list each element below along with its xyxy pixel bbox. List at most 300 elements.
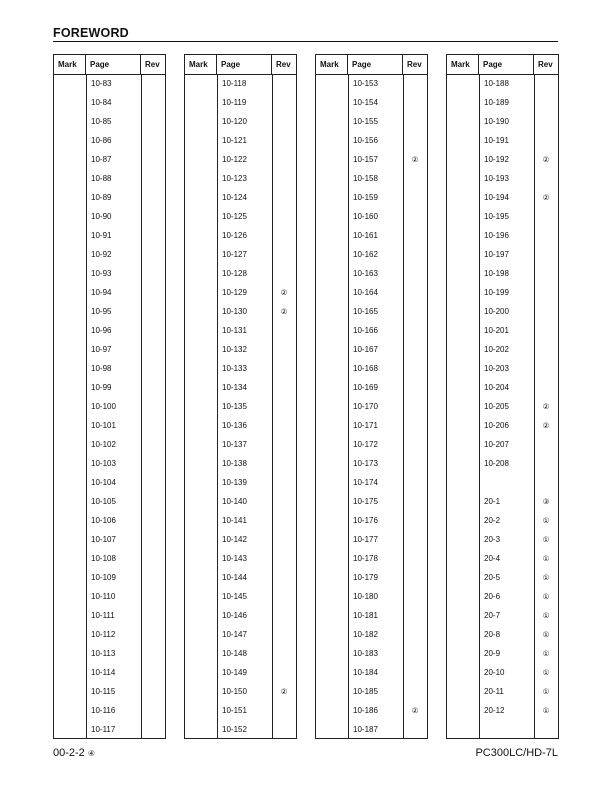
page-cell: 10-170: [353, 402, 378, 411]
table-row: [316, 397, 427, 416]
table-row: [447, 321, 558, 340]
table-row: [447, 131, 558, 150]
table-row: [185, 587, 296, 606]
rev-cell: ②: [280, 687, 288, 696]
page-cell: 10-137: [222, 440, 247, 449]
page-cell: 10-177: [353, 535, 378, 544]
page-cell: 10-122: [222, 155, 247, 164]
page-cell: 10-124: [222, 193, 247, 202]
rev-cell: ②: [411, 155, 419, 164]
table-row: [316, 720, 427, 739]
footer-page-number: 00-2-2: [53, 747, 85, 759]
page-cell: 10-193: [484, 174, 509, 183]
table-row: [447, 435, 558, 454]
table-row: [54, 587, 165, 606]
page-cell: 10-173: [353, 459, 378, 468]
page-cell: 10-127: [222, 250, 247, 259]
page-cell: 10-147: [222, 630, 247, 639]
page-cell: 20-10: [484, 668, 505, 677]
page-cell: 10-83: [91, 79, 112, 88]
rev-cell: ①: [542, 592, 550, 601]
column-divider: [272, 74, 273, 738]
page-cell: 10-208: [484, 459, 509, 468]
table-row: [54, 435, 165, 454]
page-cell: 10-181: [353, 611, 378, 620]
page-cell: 10-152: [222, 725, 247, 734]
rev-cell: ②: [411, 706, 419, 715]
page-cell: 10-146: [222, 611, 247, 620]
page-cell: 10-99: [91, 383, 112, 392]
page-cell: 10-112: [91, 630, 116, 639]
table-row: [447, 473, 558, 492]
page-cell: 10-198: [484, 269, 509, 278]
table-row: [185, 131, 296, 150]
table-row: [447, 530, 558, 549]
page-cell: 10-155: [353, 117, 378, 126]
table-row: [185, 302, 296, 321]
table-row: [316, 625, 427, 644]
header-rev: Rev: [276, 60, 291, 69]
table-row: [185, 720, 296, 739]
page-cell: 10-205: [484, 402, 509, 411]
page-cell: 10-131: [222, 326, 247, 335]
table-row: [316, 378, 427, 397]
table-row: [316, 530, 427, 549]
table-row: [316, 340, 427, 359]
rev-cell: ①: [542, 649, 550, 658]
table-row: [447, 264, 558, 283]
page-cell: 10-101: [91, 421, 116, 430]
table-row: [185, 454, 296, 473]
page-cell: 10-111: [91, 611, 115, 620]
table-header: [447, 55, 558, 75]
page-cell: 10-90: [91, 212, 112, 221]
page-cell: 10-183: [353, 649, 378, 658]
page-cell: 10-141: [222, 516, 247, 525]
table-row: [185, 644, 296, 663]
table-row: [316, 188, 427, 207]
page-cell: 10-95: [91, 307, 112, 316]
page-cell: 10-84: [91, 98, 112, 107]
table-row: [316, 511, 427, 530]
table-row: [447, 397, 558, 416]
rev-cell: ②: [542, 155, 550, 164]
table-row: [54, 302, 165, 321]
page-cell: 10-200: [484, 307, 509, 316]
table-row: [54, 169, 165, 188]
page-cell: 10-130: [222, 307, 247, 316]
table-row: [185, 530, 296, 549]
page-cell: 10-156: [353, 136, 378, 145]
footer-model: PC300LC/HD-7L: [475, 747, 558, 759]
table-row: [54, 93, 165, 112]
page-cell: 10-150: [222, 687, 247, 696]
page-cell: 10-100: [91, 402, 116, 411]
header-page: Page: [86, 55, 141, 74]
page-cell: 10-176: [353, 516, 378, 525]
page-cell: 10-109: [91, 573, 116, 582]
page-cell: 10-120: [222, 117, 247, 126]
page-cell: 10-161: [353, 231, 378, 240]
table-row: [316, 131, 427, 150]
rev-cell: ①: [542, 706, 550, 715]
page-cell: 10-163: [353, 269, 378, 278]
table-row: [316, 606, 427, 625]
page-cell: 20-1: [484, 497, 501, 506]
header-mark: Mark: [185, 55, 217, 74]
table-row: [447, 74, 558, 93]
rev-cell: ②: [542, 402, 550, 411]
table-header: [54, 55, 165, 75]
column-divider: [348, 74, 349, 738]
page-cell: 10-128: [222, 269, 247, 278]
page-cell: 10-108: [91, 554, 116, 563]
page-cell: 10-129: [222, 288, 247, 297]
rev-cell: ②: [280, 288, 288, 297]
table-row: [316, 663, 427, 682]
page-cell: 10-125: [222, 212, 247, 221]
table-row: [316, 492, 427, 511]
table-row: [54, 720, 165, 739]
page-cell: 10-174: [353, 478, 378, 487]
table-row: [54, 682, 165, 701]
table-row: [185, 188, 296, 207]
table-body: [185, 74, 296, 738]
table-row: [54, 397, 165, 416]
table-row: [185, 112, 296, 131]
table-row: [185, 74, 296, 93]
page-cell: 10-207: [484, 440, 509, 449]
table-row: [447, 568, 558, 587]
page-cell: 10-110: [91, 592, 116, 601]
header-mark: Mark: [447, 55, 479, 74]
table-row: [54, 416, 165, 435]
page-cell: 10-190: [484, 117, 509, 126]
table-row: [54, 321, 165, 340]
table-row: [185, 511, 296, 530]
page-cell: 20-7: [484, 611, 501, 620]
header-page: Page: [217, 55, 272, 74]
rev-cell: ③: [542, 497, 550, 506]
table-row: [185, 283, 296, 302]
page-cell: 10-151: [222, 706, 247, 715]
page-cell: 10-102: [91, 440, 116, 449]
page-cell: 10-182: [353, 630, 378, 639]
header-page: Page: [479, 55, 534, 74]
page-cell: 10-117: [91, 725, 116, 734]
table-row: [54, 606, 165, 625]
table-row: [447, 511, 558, 530]
table-row: [447, 663, 558, 682]
rev-cell: ②: [280, 307, 288, 316]
revision-table-2: [184, 54, 297, 739]
table-row: [447, 701, 558, 720]
table-row: [447, 378, 558, 397]
rev-cell: ②: [542, 421, 550, 430]
page-cell: 10-169: [353, 383, 378, 392]
table-row: [185, 663, 296, 682]
table-row: [185, 397, 296, 416]
page-cell: 10-175: [353, 497, 378, 506]
page-cell: 20-5: [484, 573, 501, 582]
table-row: [54, 340, 165, 359]
rev-cell: ①: [542, 573, 550, 582]
table-row: [447, 245, 558, 264]
page-cell: 10-136: [222, 421, 247, 430]
column-divider: [217, 74, 218, 738]
page-cell: 10-168: [353, 364, 378, 373]
table-row: [185, 245, 296, 264]
table-row: [185, 359, 296, 378]
page-cell: 10-186: [353, 706, 378, 715]
page-cell: 10-89: [91, 193, 112, 202]
column-divider: [86, 74, 87, 738]
table-row: [447, 207, 558, 226]
table-header: [185, 55, 296, 75]
table-row: [185, 150, 296, 169]
table-row: [54, 245, 165, 264]
page-cell: 10-91: [91, 231, 112, 240]
page-cell: 10-85: [91, 117, 112, 126]
table-header: [316, 55, 427, 75]
page-cell: 10-154: [353, 98, 378, 107]
header-mark: Mark: [316, 55, 348, 74]
table-row: [447, 340, 558, 359]
table-row: [447, 93, 558, 112]
page-cell: 10-171: [353, 421, 378, 430]
table-row: [185, 416, 296, 435]
footer-revision-mark: ④: [87, 749, 96, 758]
page-cell: 20-9: [484, 649, 501, 658]
page-cell: 10-204: [484, 383, 509, 392]
page-cell: 10-164: [353, 288, 378, 297]
table-row: [185, 568, 296, 587]
table-row: [316, 302, 427, 321]
header-rev: Rev: [407, 60, 422, 69]
table-row: [185, 473, 296, 492]
column-divider: [534, 74, 535, 738]
table-row: [54, 644, 165, 663]
table-row: [54, 701, 165, 720]
page-cell: 10-87: [91, 155, 112, 164]
header-mark: Mark: [54, 55, 86, 74]
table-row: [447, 416, 558, 435]
table-row: [316, 549, 427, 568]
table-row: [316, 359, 427, 378]
page-cell: 10-115: [91, 687, 116, 696]
page-cell: 10-116: [91, 706, 116, 715]
table-row: [54, 378, 165, 397]
page-cell: 20-12: [484, 706, 505, 715]
table-row: [447, 302, 558, 321]
page-cell: 10-148: [222, 649, 247, 658]
table-row: [185, 701, 296, 720]
page-cell: 10-107: [91, 535, 116, 544]
rev-cell: ①: [542, 516, 550, 525]
table-row: [316, 245, 427, 264]
table-row: [185, 340, 296, 359]
table-row: [185, 169, 296, 188]
footer-page-id: [53, 747, 95, 759]
table-row: [54, 511, 165, 530]
page-cell: 10-133: [222, 364, 247, 373]
page-cell: 10-192: [484, 155, 509, 164]
table-row: [447, 283, 558, 302]
page-cell: 10-203: [484, 364, 509, 373]
page-cell: 20-6: [484, 592, 501, 601]
page-cell: 10-179: [353, 573, 378, 582]
column-divider: [479, 74, 480, 738]
page-cell: 10-195: [484, 212, 509, 221]
table-row: [54, 150, 165, 169]
rev-cell: ①: [542, 535, 550, 544]
page-cell: 20-8: [484, 630, 501, 639]
page-cell: 10-180: [353, 592, 378, 601]
page-cell: 10-149: [222, 668, 247, 677]
page-cell: 10-93: [91, 269, 112, 278]
page-cell: 10-98: [91, 364, 112, 373]
revision-table-1: [53, 54, 166, 739]
title-underline: [53, 41, 558, 42]
page-cell: 10-189: [484, 98, 509, 107]
table-row: [54, 226, 165, 245]
page-cell: 10-86: [91, 136, 112, 145]
header-page: Page: [348, 55, 403, 74]
page-cell: 10-159: [353, 193, 378, 202]
table-row: [447, 682, 558, 701]
rev-cell: ①: [542, 668, 550, 677]
header-rev: Rev: [538, 60, 553, 69]
page-cell: 10-145: [222, 592, 247, 601]
revision-table-4: [446, 54, 559, 739]
page-cell: 10-142: [222, 535, 247, 544]
header-rev: Rev: [145, 60, 160, 69]
table-row: [185, 264, 296, 283]
page-cell: 10-106: [91, 516, 116, 525]
rev-cell: ①: [542, 630, 550, 639]
table-row: [316, 587, 427, 606]
table-row: [447, 112, 558, 131]
table-row: [447, 606, 558, 625]
page-cell: 10-196: [484, 231, 509, 240]
table-row: [54, 530, 165, 549]
table-row: [447, 587, 558, 606]
page-cell: 10-103: [91, 459, 116, 468]
table-row: [447, 150, 558, 169]
revision-table-3: [315, 54, 428, 739]
table-row: [54, 188, 165, 207]
table-row: [316, 264, 427, 283]
table-row: [54, 473, 165, 492]
page-cell: 10-138: [222, 459, 247, 468]
page-cell: 10-126: [222, 231, 247, 240]
table-row: [447, 549, 558, 568]
page-cell: 10-104: [91, 478, 116, 487]
table-row: [54, 549, 165, 568]
table-row: [54, 454, 165, 473]
table-row: [316, 112, 427, 131]
table-row: [316, 682, 427, 701]
page-cell: 10-167: [353, 345, 378, 354]
page-cell: 10-160: [353, 212, 378, 221]
page-cell: 10-201: [484, 326, 509, 335]
table-row: [185, 226, 296, 245]
page-cell: 10-157: [353, 155, 378, 164]
page-cell: 10-185: [353, 687, 378, 696]
table-row: [447, 492, 558, 511]
page-cell: 10-143: [222, 554, 247, 563]
table-row: [316, 473, 427, 492]
table-row: [185, 625, 296, 644]
page-cell: 10-166: [353, 326, 378, 335]
page-cell: 10-194: [484, 193, 509, 202]
page-cell: 10-134: [222, 383, 247, 392]
table-row: [316, 226, 427, 245]
table-row: [185, 606, 296, 625]
table-row: [316, 568, 427, 587]
table-row: [54, 112, 165, 131]
page-cell: 10-118: [222, 79, 247, 88]
table-row: [447, 644, 558, 663]
table-row: [447, 226, 558, 245]
page-title: FOREWORD: [53, 26, 129, 40]
page-cell: 10-114: [91, 668, 116, 677]
table-row: [54, 568, 165, 587]
table-row: [316, 701, 427, 720]
page-cell: 10-140: [222, 497, 247, 506]
page-cell: 10-144: [222, 573, 247, 582]
page-cell: 10-162: [353, 250, 378, 259]
page-cell: 10-94: [91, 288, 112, 297]
table-row: [316, 435, 427, 454]
page-cell: 10-119: [222, 98, 247, 107]
rev-cell: ②: [542, 193, 550, 202]
page-cell: 10-88: [91, 174, 112, 183]
table-row: [316, 93, 427, 112]
page-cell: 10-96: [91, 326, 112, 335]
page-cell: 10-97: [91, 345, 112, 354]
table-row: [316, 321, 427, 340]
table-body: [447, 74, 558, 738]
page-cell: 10-187: [353, 725, 378, 734]
table-row: [185, 378, 296, 397]
table-row: [54, 74, 165, 93]
table-row: [54, 207, 165, 226]
page-cell: 10-135: [222, 402, 247, 411]
page-cell: 20-3: [484, 535, 501, 544]
table-row: [447, 625, 558, 644]
table-row: [185, 435, 296, 454]
page-cell: 10-184: [353, 668, 378, 677]
page-cell: 20-11: [484, 687, 504, 696]
table-row: [54, 492, 165, 511]
table-row: [54, 131, 165, 150]
table-row: [54, 359, 165, 378]
page-cell: 10-197: [484, 250, 509, 259]
table-body: [54, 74, 165, 738]
page-cell: 10-191: [484, 136, 509, 145]
table-row: [185, 321, 296, 340]
table-row: [54, 663, 165, 682]
page-cell: 10-92: [91, 250, 112, 259]
table-row: [316, 283, 427, 302]
table-row: [316, 207, 427, 226]
page-cell: 20-2: [484, 516, 501, 525]
page-cell: 10-158: [353, 174, 378, 183]
page-cell: 10-132: [222, 345, 247, 354]
table-row: [316, 74, 427, 93]
table-body: [316, 74, 427, 738]
